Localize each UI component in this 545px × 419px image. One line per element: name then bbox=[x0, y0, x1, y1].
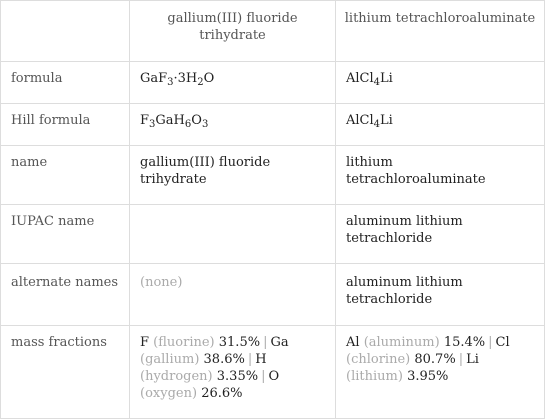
table-row bbox=[1, 326, 545, 419]
iupac-name-gallium bbox=[130, 205, 336, 264]
name-gallium: gallium(III) fluoride trihydrate bbox=[130, 146, 336, 205]
formula-gallium: $GaF_3\cdot 3H_2O$ bbox=[130, 62, 336, 104]
formula-lithium: AlCl$_4$Li bbox=[336, 62, 545, 104]
alternate-names-lithium: aluminum lithium tetrachloride bbox=[336, 264, 545, 326]
table-row bbox=[1, 205, 545, 264]
row-label-mass-fractions: mass fractions bbox=[1, 326, 130, 419]
table-row bbox=[1, 104, 545, 146]
mass-fractions-lithium: Al (aluminum) 15.4% | Cl (chlorine) 80.7% | Li (lithium) 3.95% bbox=[336, 326, 545, 419]
row-label-iupac-name: IUPAC name bbox=[1, 205, 130, 264]
iupac-name-lithium: aluminum lithium tetrachloride bbox=[336, 205, 545, 264]
row-label-hill-formula: Hill formula bbox=[1, 104, 130, 146]
mass-fractions-gallium: F (fluorine) 31.5% | Ga (gallium) 38.6% | H (hydrogen) 3.35% | O (oxygen) 26.6% bbox=[130, 326, 336, 419]
row-label-alternate-names: alternate names bbox=[1, 264, 130, 326]
name-lithium: lithium tetrachloroaluminate bbox=[336, 146, 545, 205]
column-header-lithium: lithium tetrachloroaluminate bbox=[336, 1, 545, 62]
hill-formula-lithium: AlCl$_4$Li bbox=[336, 104, 545, 146]
row-label-formula: formula bbox=[1, 62, 130, 104]
table-row bbox=[1, 146, 545, 205]
hill-formula-gallium: $F_3GaH_6O_3$ bbox=[130, 104, 336, 146]
row-label-name: name bbox=[1, 146, 130, 205]
corner-cell bbox=[1, 1, 130, 62]
column-header-gallium: gallium(III) fluoride trihydrate bbox=[130, 1, 336, 62]
table-row bbox=[1, 62, 545, 104]
table-header-row bbox=[1, 1, 545, 62]
alternate-names-gallium: (none) bbox=[130, 264, 336, 326]
table-row bbox=[1, 264, 545, 326]
